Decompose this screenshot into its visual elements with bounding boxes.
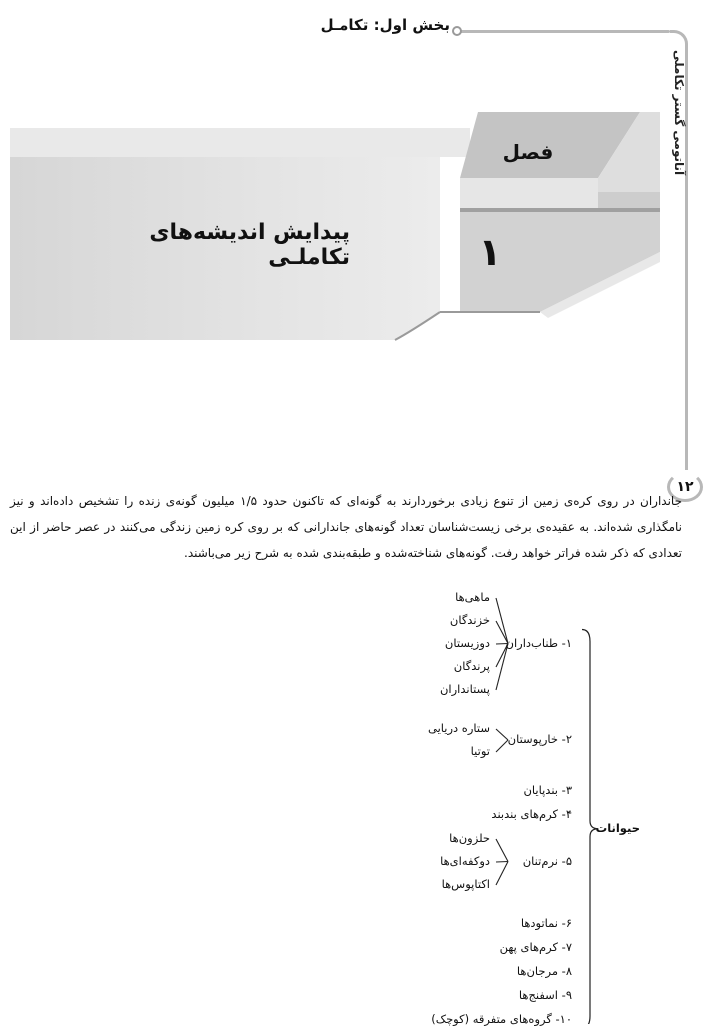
subgroup-label: پرندگان (453, 659, 490, 673)
group-label: ۱۰- گروه‌های متفرقه (کوچک) (431, 1012, 572, 1026)
group-label: ۱- طناب‌داران (505, 635, 572, 650)
subgroup-label: حلزون‌ها (449, 831, 490, 845)
chapter-number: ۱ (478, 230, 502, 274)
group-label: ۵- نرم‌تنان (522, 853, 572, 868)
connector-line (496, 729, 508, 740)
group-label: ۸- مرجان‌ها (516, 964, 572, 978)
subgroup-label: ستاره دریایی (427, 721, 490, 735)
group-label: ۲- خارپوستان (507, 732, 572, 746)
intro-paragraph: جانداران در روی کره‌ی زمین از تنوع زیادی برخوردارند به گونه‌ای که تاکنون حدود ۱/۵ میلیون گونه‌ی زنده را تشخیص داده‌اند و نیز نامگذاری شده‌اند. به عقیده‌ی برخی زیست‌شناسان تعداد گونه‌های جاندارانی که بر روی کره زمین زندگی می‌کنند در عصر حاضر از این تعدادی که ذکر شده فراتر خواهد رفت. گونه‌های شناخته‌شده و طبقه‌بندی شده به شرح زیر می‌باشند. (10, 494, 682, 560)
subgroup-label: پستانداران (439, 682, 490, 696)
group-label: ۳- بندپایان (523, 783, 572, 797)
connector-line (496, 644, 508, 691)
subgroup-label: توتیا (470, 744, 490, 758)
group-label: ۹- اسفنج‌ها (518, 988, 572, 1002)
group-label: ۴- کرم‌های بندبند (491, 807, 572, 821)
subgroup-label: دوکفه‌ای‌ها (440, 854, 490, 868)
connector-line (496, 862, 508, 886)
subgroup-label: اکتاپوس‌ها (441, 877, 490, 891)
connector-line (496, 740, 508, 752)
subgroup-label: دوزیستان (444, 636, 490, 650)
connector-line (496, 839, 508, 862)
side-title-text: آناتومی گستر تکاملی (672, 50, 686, 176)
group-label: ۶- نماتودها (520, 916, 572, 930)
root-label: حیوانات (595, 820, 640, 835)
chapter-title: پیدایش اندیشه‌های تکاملـی (149, 220, 350, 270)
chapter-label: فصل (502, 140, 554, 164)
subgroup-label: ماهی‌ها (455, 590, 490, 604)
subgroup-label: خزندگان (449, 613, 490, 627)
connector-line (496, 862, 508, 863)
section-header: بخش اول: تکامـل (320, 16, 450, 34)
page-number: ۱۲ (667, 472, 703, 502)
group-label: ۷- کرم‌های پهن (499, 940, 572, 954)
